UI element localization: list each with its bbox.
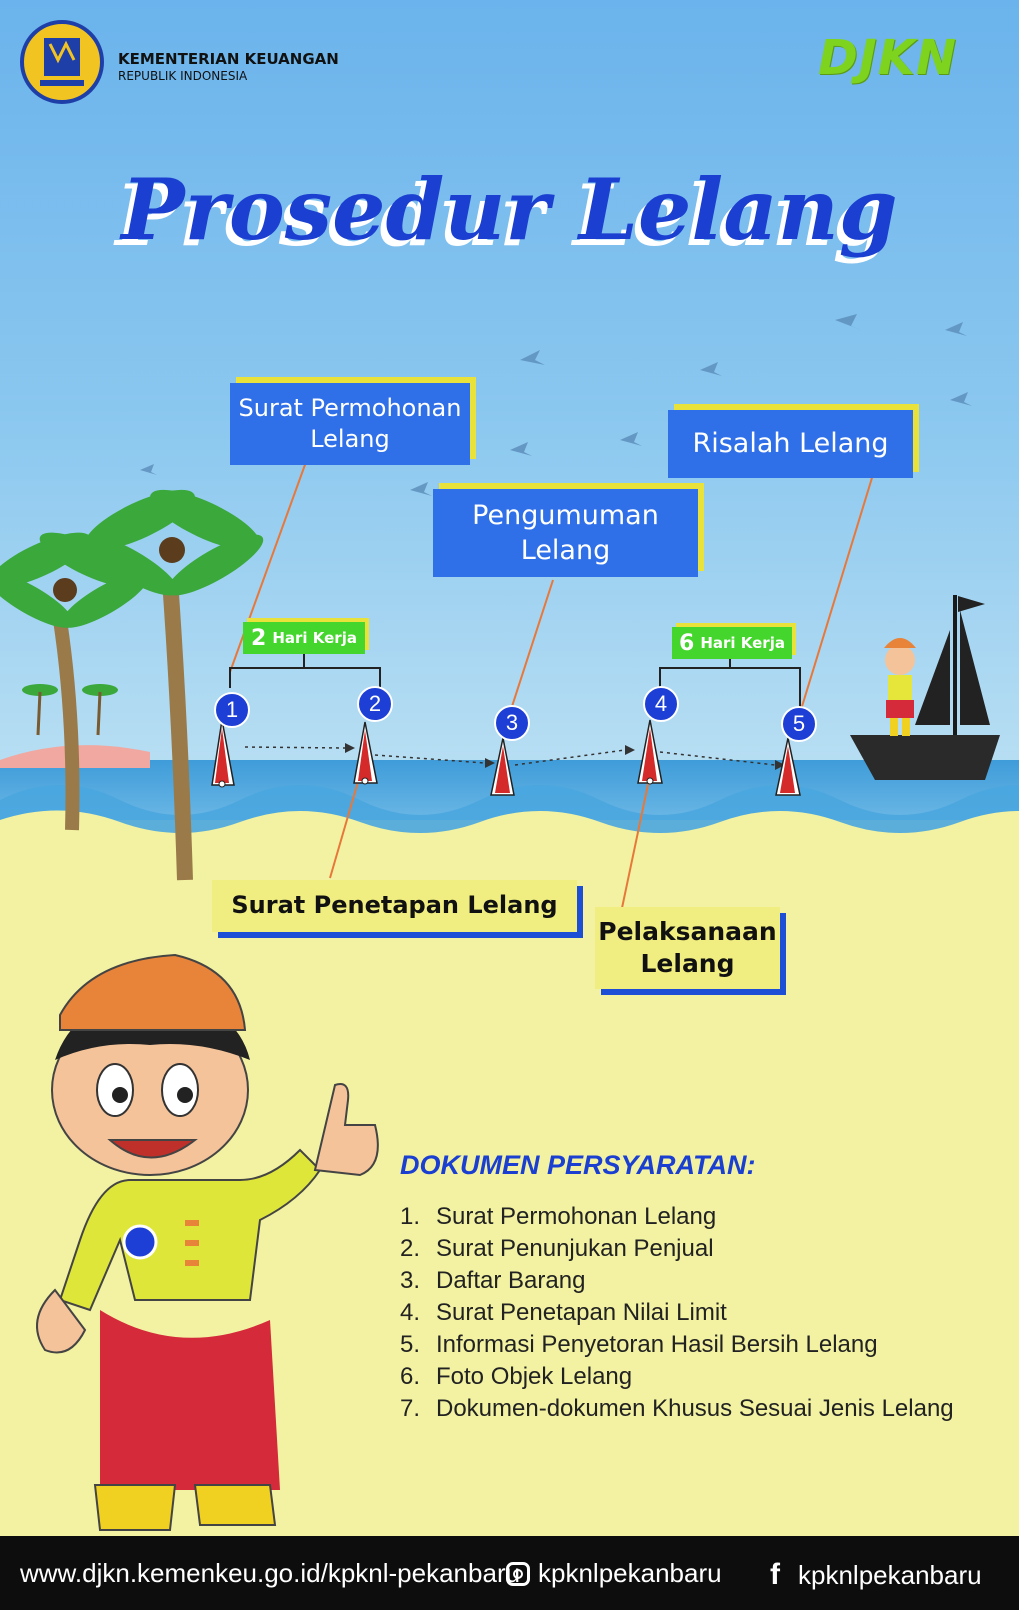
item-text: Surat Permohonan Lelang bbox=[436, 1203, 717, 1230]
item-number: 1. bbox=[400, 1203, 421, 1230]
duration-tag-2-days bbox=[243, 622, 365, 654]
sailboat bbox=[850, 595, 1000, 780]
step-number-2: 2 bbox=[357, 686, 393, 722]
instagram-link[interactable] bbox=[506, 1558, 722, 1589]
step-path-arrows bbox=[245, 747, 775, 765]
facebook-handle: kpknlpekanbaru bbox=[798, 1559, 982, 1590]
step-number-3: 3 bbox=[494, 705, 530, 741]
step-number-5: 5 bbox=[781, 706, 817, 742]
step-label: Pelaksanaan Lelang bbox=[598, 916, 777, 978]
item-number: 4. bbox=[400, 1299, 421, 1326]
list-item bbox=[400, 1395, 954, 1427]
item-number: 6. bbox=[400, 1363, 421, 1390]
arrow-heads bbox=[345, 743, 785, 770]
item-text: Daftar Barang bbox=[436, 1267, 586, 1294]
item-text: Foto Objek Lelang bbox=[436, 1363, 633, 1390]
item-text: Surat Penunjukan Penjual bbox=[436, 1235, 714, 1262]
item-number: 7. bbox=[400, 1395, 421, 1422]
list-item bbox=[400, 1363, 954, 1395]
duration-label: Hari Kerja bbox=[700, 634, 785, 652]
step-number-4: 4 bbox=[643, 686, 679, 722]
ministry-name-line1: KEMENTERIAN KEUANGAN bbox=[118, 50, 339, 68]
duration-label: Hari Kerja bbox=[272, 629, 357, 647]
list-item bbox=[400, 1203, 954, 1235]
list-item bbox=[400, 1235, 954, 1267]
item-text: Informasi Penyetoran Hasil Bersih Lelang bbox=[436, 1331, 878, 1358]
step-number-1: 1 bbox=[214, 692, 250, 728]
item-text: Dokumen-dokumen Khusus Sesuai Jenis Lelang bbox=[436, 1395, 954, 1422]
djkn-logo: DJKN bbox=[818, 30, 958, 86]
step-box-pelaksanaan bbox=[595, 907, 780, 989]
list-item bbox=[400, 1331, 954, 1363]
step-label: Surat Penetapan Lelang bbox=[231, 891, 558, 920]
documents-list bbox=[400, 1203, 954, 1427]
list-item bbox=[400, 1267, 954, 1299]
ministry-logo-icon bbox=[22, 22, 102, 102]
instagram-handle: kpknlpekanbaru bbox=[538, 1558, 722, 1588]
page-title: Prosedur Lelang bbox=[121, 160, 898, 259]
step-label: Risalah Lelang bbox=[692, 428, 889, 460]
footer bbox=[0, 1536, 1019, 1610]
ministry-name bbox=[118, 50, 339, 84]
item-number: 3. bbox=[400, 1267, 421, 1294]
ministry-name-line2: REPUBLIK INDONESIA bbox=[118, 68, 248, 83]
step-box-risalah bbox=[668, 410, 913, 478]
step-label: Pengumuman Lelang bbox=[472, 499, 659, 566]
item-number: 2. bbox=[400, 1235, 421, 1262]
item-text: Surat Penetapan Nilai Limit bbox=[436, 1299, 727, 1326]
facebook-link[interactable] bbox=[770, 1558, 982, 1592]
documents-title: DOKUMEN PERSYARATAN: bbox=[400, 1150, 756, 1180]
step-box-surat-permohonan bbox=[230, 383, 470, 465]
duration-tag-6-days bbox=[672, 627, 792, 659]
step-box-pengumuman bbox=[433, 489, 698, 577]
step-label: Surat Permohonan Lelang bbox=[238, 393, 462, 453]
facebook-icon: f bbox=[770, 1558, 780, 1591]
item-number: 5. bbox=[400, 1331, 421, 1358]
instagram-icon bbox=[506, 1562, 530, 1586]
duration-number: 6 bbox=[679, 630, 695, 656]
duration-number: 2 bbox=[251, 625, 267, 651]
mascot-character bbox=[37, 955, 378, 1530]
list-item bbox=[400, 1299, 954, 1331]
step-box-surat-penetapan bbox=[212, 880, 577, 932]
website-link[interactable]: www.djkn.kemenkeu.go.id/kpknl-pekanbaru bbox=[20, 1558, 521, 1588]
